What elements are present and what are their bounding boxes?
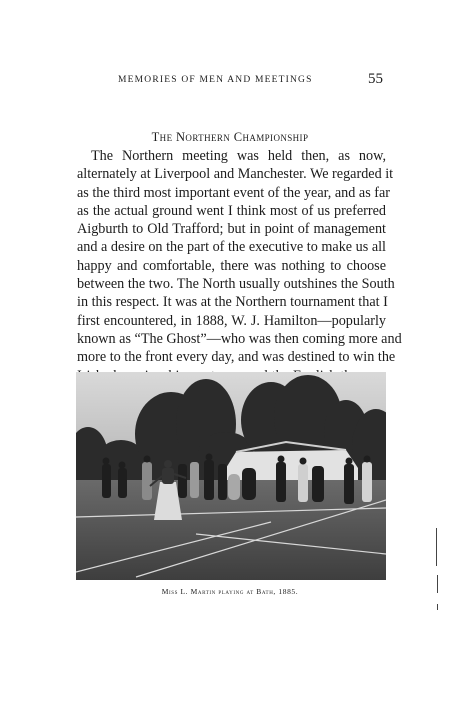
text-line: happy and comfortable, there was nothing to choose <box>77 257 386 274</box>
text-line: and a desire on the part of the executive to make us all <box>77 239 386 256</box>
text-line: The Northern meeting was held then, as now, <box>91 148 386 164</box>
text-line: in this respect. It was at the Northern tournament that I <box>77 294 388 311</box>
scan-margin-mark <box>436 528 437 566</box>
section-title-text: The Northern Championship <box>151 130 309 144</box>
text-line: first encountered, in 1888, W. J. Hamilton—popularly <box>77 312 386 329</box>
page-number: 55 <box>368 71 383 87</box>
figure-caption <box>0 587 460 596</box>
section-title <box>0 130 460 145</box>
running-head: MEMORIES OF MEN AND MEETINGS <box>118 75 313 85</box>
text-line: Aigburth to Old Trafford; but in point of management <box>77 221 386 238</box>
scan-margin-mark <box>437 604 438 610</box>
body-paragraph <box>77 147 402 403</box>
text-line: as the actual ground went I think most of us preferred <box>77 202 386 219</box>
scan-margin-mark <box>437 575 438 593</box>
caption-text: Miss L. Martin playing at Bath, 1885. <box>161 587 299 596</box>
photograph-tennis-match <box>76 372 386 580</box>
text-line: known as “The Ghost”—who was then coming more and <box>77 330 402 347</box>
text-line: more to the front every day, and was destined to win the <box>77 349 396 366</box>
text-line: between the two. The North usually outshines the South <box>77 276 395 293</box>
text-line: alternately at Liverpool and Manchester. We regarded it <box>77 166 394 183</box>
text-line: as the third most important event of the year, and as far <box>77 184 391 201</box>
